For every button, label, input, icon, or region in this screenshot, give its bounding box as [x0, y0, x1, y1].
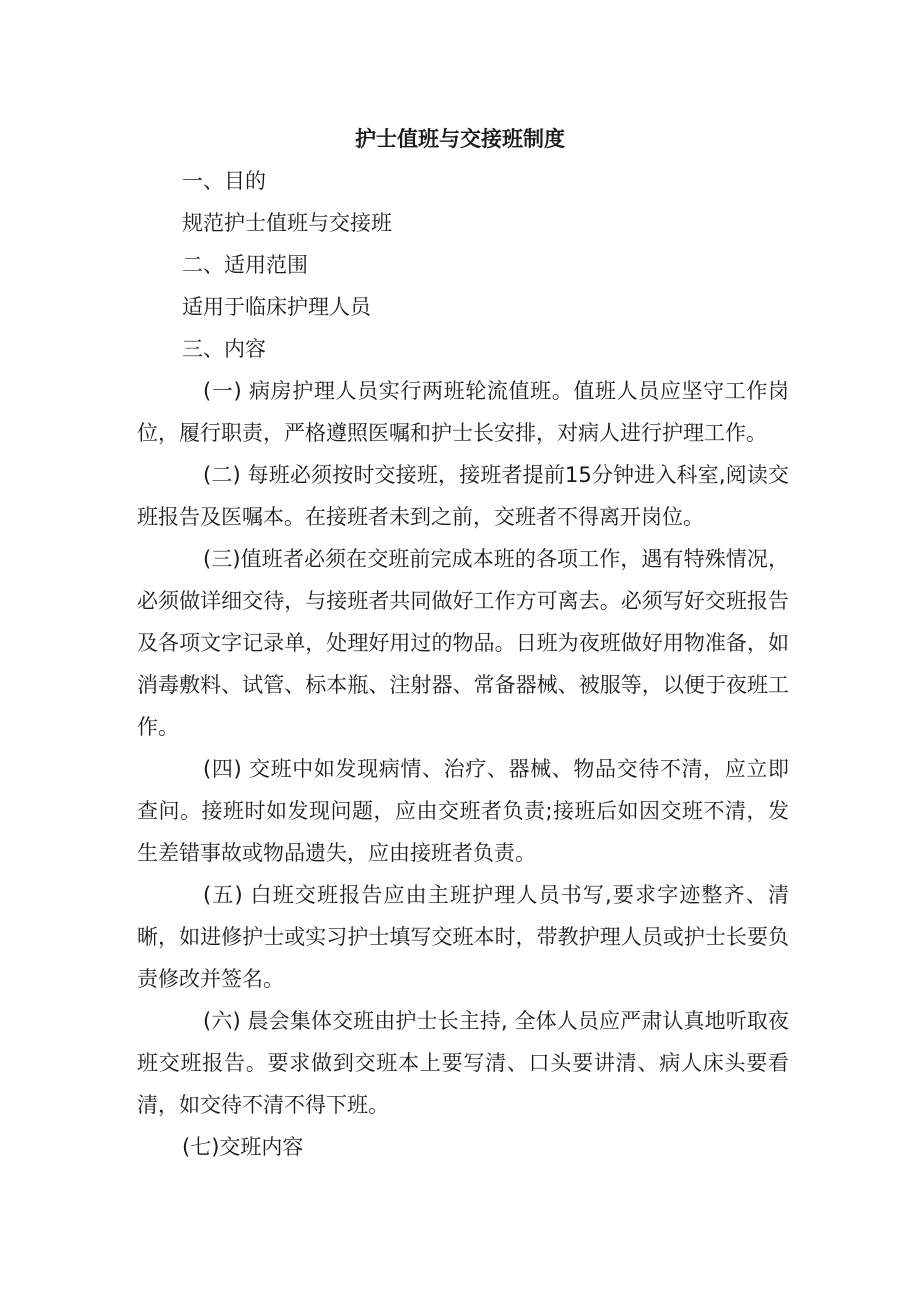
purpose-text: 规范护士值班与交接班 [182, 211, 392, 235]
paragraph-6: (六) 晨会集体交班由护士长主持, 全体人员应严肃认真地听取夜班交班报告。要求做到交班本上要写清、口头要讲清、病人床头要看清，如交待不清不得下班。 [137, 1009, 789, 1117]
section-heading-handover-content: (七)交班内容 [182, 1135, 304, 1159]
paragraph-2: (二) 每班必须按时交接班，接班者提前15分钟进入科室,阅读交班报告及医嘱本。在接班者未到之前，交班者不得离开岗位。 [137, 463, 789, 529]
paragraph-5: (五) 白班交班报告应由主班护理人员书写,要求字迹整齐、清晰，如进修护士或实习护士填写交班本时，带教护理人员或护士长要负责修改并签名。 [137, 883, 789, 991]
scope-text: 适用于临床护理人员 [182, 295, 371, 319]
paragraph-3: (三)值班者必须在交班前完成本班的各项工作，遇有特殊情况，必须做详细交待，与接班者共同做好工作方可离去。必须写好交班报告及各项文字记录单，处理好用过的物品。日班为夜班做好用物准备，如消毒敷料、试管、标本瓶、注射器、常备器械、被服等，以便于夜班工作。 [137, 547, 789, 739]
section-heading-scope: 二、适用范围 [182, 253, 308, 277]
section-heading-purpose: 一、目的 [182, 169, 266, 193]
paragraph-4: (四) 交班中如发现病情、治疗、器械、物品交待不清，应立即查问。接班时如发现问题，应由交班者负责;接班后如因交班不清，发生差错事故或物品遗失，应由接班者负责。 [137, 757, 789, 865]
paragraph-1: (一) 病房护理人员实行两班轮流值班。值班人员应坚守工作岗位，履行职责，严格遵照医嘱和护士长安排，对病人进行护理工作。 [137, 379, 789, 445]
document-title: 护士值班与交接班制度 [355, 127, 565, 151]
section-heading-content: 三、内容 [182, 337, 266, 361]
